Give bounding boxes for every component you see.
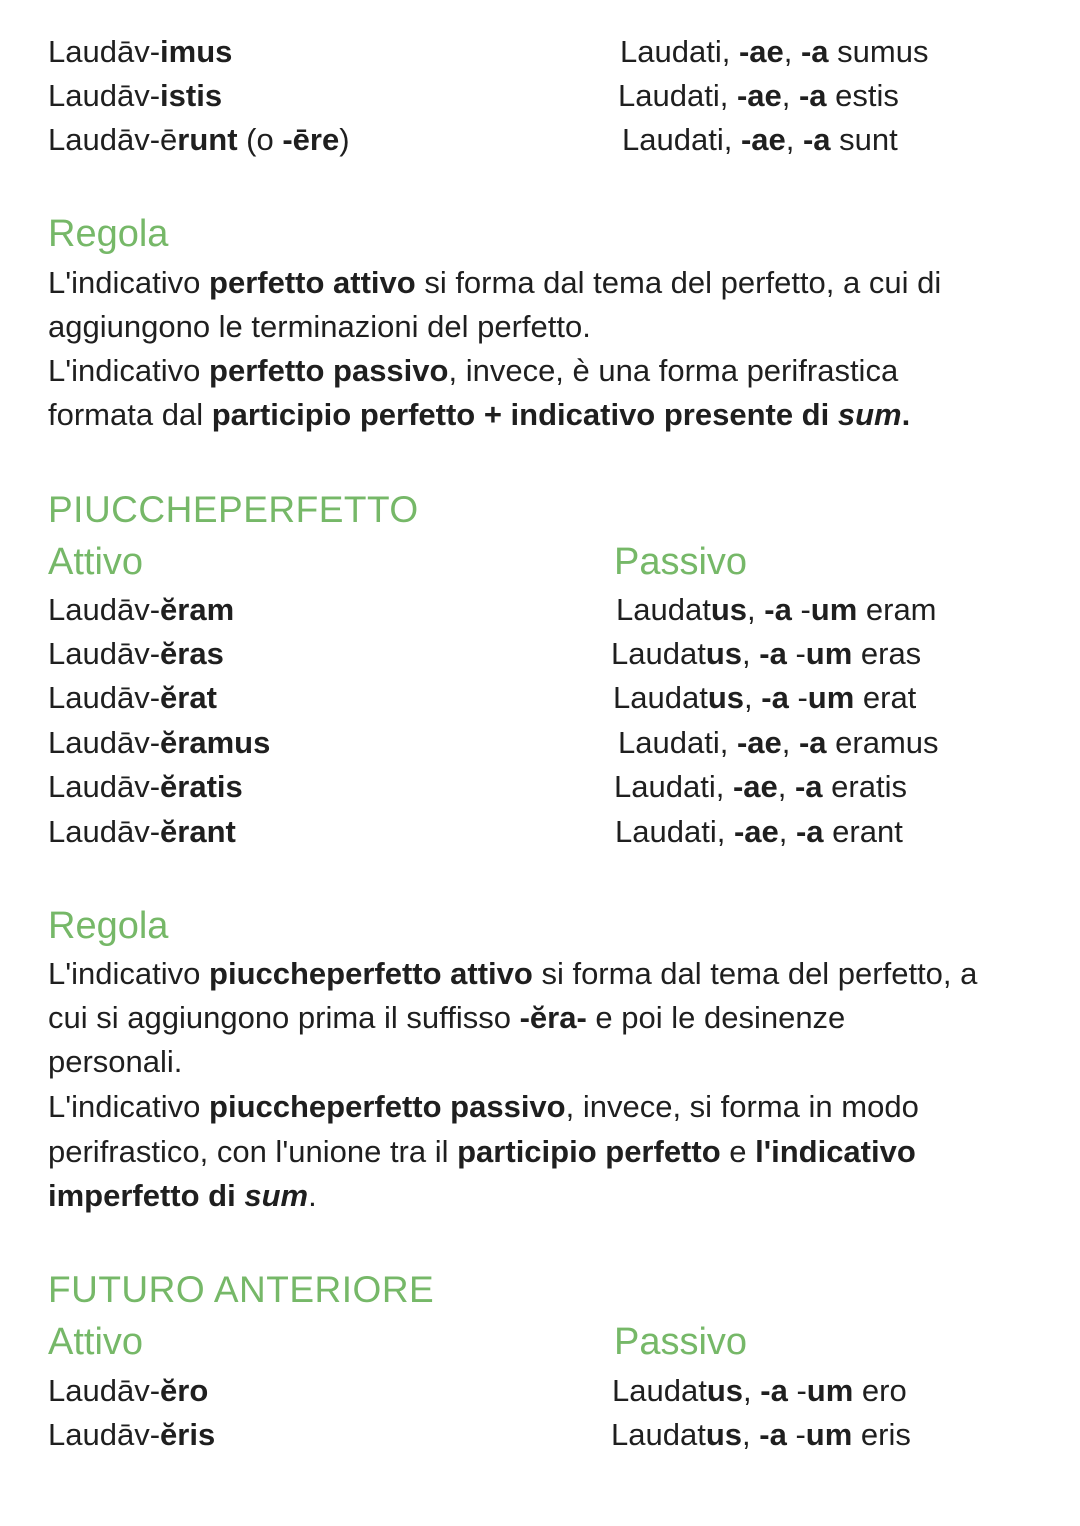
participle-ending: -a <box>800 34 829 69</box>
participle-ending: -a <box>794 769 823 804</box>
verb-stem: Laudāv- <box>48 769 161 804</box>
auxiliary: eram <box>857 592 937 627</box>
perfect-passive-row <box>622 118 898 162</box>
verb-ending: ĕris <box>160 1417 216 1452</box>
separator: - <box>787 1373 807 1408</box>
text: cui si aggiungono prima il suffisso <box>48 1000 520 1035</box>
verb-ending: ĕramus <box>160 725 271 760</box>
perfect-active-row <box>48 74 222 118</box>
verb-stem: Laudāv- <box>48 34 161 69</box>
verb-ending: ĕratis <box>160 769 243 804</box>
participle-ending: -ae <box>738 34 784 69</box>
participle-ending: -ae <box>733 814 779 849</box>
text: L'indicativo <box>48 1089 210 1124</box>
participle-ending: us <box>710 592 748 627</box>
participle-ending: -ae <box>736 725 782 760</box>
conjugation-row-active <box>48 632 224 676</box>
participle-stem: Laudat <box>611 636 706 671</box>
text: aggiungono le terminazioni del perfetto. <box>48 309 591 344</box>
verb-note-close: ) <box>339 122 350 157</box>
text-bold: piuccheperfetto passivo <box>209 1089 566 1124</box>
participle-stem: Laudati, <box>614 769 733 804</box>
verb-stem: Laudāv- <box>48 592 161 627</box>
separator: , <box>785 122 803 157</box>
section-heading: FUTURO ANTERIORE <box>48 1269 435 1310</box>
conjugation-row-passive <box>611 1413 911 1457</box>
participle-ending: -ae <box>736 78 782 113</box>
conjugation-row-passive <box>618 721 939 765</box>
separator: , <box>743 1373 761 1408</box>
text: si forma dal tema del perfetto, a <box>532 956 978 991</box>
participle-stem: Laudati, <box>618 725 737 760</box>
participle-stem: Laudat <box>611 1417 706 1452</box>
participle-ending: um <box>810 592 858 627</box>
text: L'indicativo <box>48 353 210 388</box>
separator: , <box>747 592 765 627</box>
rule-text-line <box>48 952 977 996</box>
participle-ending: -a <box>795 814 824 849</box>
separator: , <box>744 680 762 715</box>
verb-stem: Laudāv- <box>48 725 161 760</box>
text-bold-italic: sum <box>837 397 902 432</box>
rule-text-line <box>48 1130 916 1174</box>
auxiliary: eras <box>852 636 922 671</box>
text-bold: piuccheperfetto attivo <box>209 956 533 991</box>
separator: - <box>786 636 806 671</box>
conjugation-row-active <box>48 721 270 765</box>
verb-note: (o <box>237 122 283 157</box>
rule-text-line <box>48 393 910 437</box>
conjugation-row-active <box>48 588 234 632</box>
conjugation-row-passive <box>612 1369 907 1413</box>
auxiliary: ero <box>853 1373 907 1408</box>
section-heading: PIUCCHEPERFETTO <box>48 489 419 530</box>
participle-ending: -a <box>759 1417 787 1452</box>
separator: , <box>781 725 799 760</box>
participle-ending: -a <box>802 122 831 157</box>
conjugation-row-active <box>48 810 236 854</box>
separator: , <box>781 78 799 113</box>
verb-ending: ĕrant <box>160 814 236 849</box>
verb-ending: imus <box>160 34 233 69</box>
verb-ending: runt <box>177 122 238 157</box>
text: personali. <box>48 1044 183 1079</box>
verb-ending: ĕrat <box>160 680 217 715</box>
conjugation-row-active <box>48 765 243 809</box>
verb-ending: istis <box>160 78 223 113</box>
text: si forma dal tema del perfetto, a cui di <box>415 265 942 300</box>
text: formata dal <box>48 397 212 432</box>
participle-ending: -a <box>760 1373 788 1408</box>
perfect-active-row <box>48 118 350 162</box>
text: L'indicativo <box>48 956 210 991</box>
rule-title: Regola <box>48 213 169 255</box>
verb-stem: Laudāv- <box>48 1373 161 1408</box>
auxiliary: estis <box>826 78 899 113</box>
conjugation-row-passive <box>616 588 937 632</box>
text: . <box>308 1178 317 1213</box>
rule-text-line <box>48 1174 317 1218</box>
participle-ending: -ae <box>732 769 778 804</box>
conjugation-row-passive <box>615 810 903 854</box>
verb-stem: Laudāv- <box>48 814 161 849</box>
participle-ending: us <box>705 1417 743 1452</box>
text-bold: l'indicativo <box>755 1134 916 1169</box>
participle-ending: um <box>805 1417 853 1452</box>
perfect-active-row <box>48 30 232 74</box>
auxiliary: eramus <box>826 725 939 760</box>
participle-stem: Laudat <box>613 680 708 715</box>
auxiliary: eris <box>852 1417 911 1452</box>
perfect-passive-row <box>620 30 928 74</box>
text: perifrastico, con l'unione tra il <box>48 1134 458 1169</box>
text-bold: -ĕra- <box>519 1000 587 1035</box>
column-label-active: Attivo <box>48 541 144 583</box>
rule-text-line <box>48 305 591 349</box>
separator: , <box>778 814 796 849</box>
rule-text-line <box>48 349 898 393</box>
text: e poi le desinenze <box>586 1000 846 1035</box>
rule-title: Regola <box>48 905 169 947</box>
verb-stem: Laudāv- <box>48 636 161 671</box>
auxiliary: sunt <box>830 122 898 157</box>
perfect-passive-row <box>618 74 899 118</box>
text: , invece, si forma in modo <box>565 1089 919 1124</box>
participle-ending: -a <box>761 680 789 715</box>
participle-ending: um <box>805 636 853 671</box>
column-label-passive: Passivo <box>614 1321 748 1363</box>
participle-stem: Laudati, <box>618 78 737 113</box>
column-label-active: Attivo <box>48 1321 144 1363</box>
verb-stem: Laudāv- <box>48 680 161 715</box>
separator: , <box>783 34 801 69</box>
verb-stem: Laudāv-ē <box>48 122 178 157</box>
participle-ending: -a <box>759 636 787 671</box>
conjugation-row-active <box>48 676 217 720</box>
text-bold: participio perfetto <box>457 1134 721 1169</box>
verb-stem: Laudāv- <box>48 1417 161 1452</box>
column-label-passive: Passivo <box>614 541 748 583</box>
participle-stem: Laudat <box>616 592 711 627</box>
verb-stem: Laudāv- <box>48 78 161 113</box>
text-bold: . <box>901 397 911 432</box>
separator: - <box>786 1417 806 1452</box>
text: , invece, è una forma perifrastica <box>448 353 899 388</box>
verb-note-ending: -ēre <box>282 122 340 157</box>
participle-ending: um <box>806 1373 854 1408</box>
separator: , <box>777 769 795 804</box>
rule-text-line <box>48 1085 919 1129</box>
verb-ending: ĕro <box>160 1373 209 1408</box>
rule-text-line <box>48 1040 182 1084</box>
separator: , <box>742 636 760 671</box>
text-bold: imperfetto di <box>48 1178 245 1213</box>
auxiliary: erat <box>854 680 917 715</box>
participle-ending: um <box>807 680 855 715</box>
conjugation-row-passive <box>614 765 907 809</box>
participle-ending: us <box>706 1373 744 1408</box>
participle-ending: us <box>707 680 745 715</box>
text-bold: perfetto attivo <box>209 265 416 300</box>
text-bold: participio perfetto + indicativo presente di <box>211 397 838 432</box>
verb-ending: ĕras <box>160 636 224 671</box>
text: L'indicativo <box>48 265 210 300</box>
verb-ending: ĕram <box>160 592 235 627</box>
separator: - <box>788 680 808 715</box>
rule-text-line <box>48 261 941 305</box>
participle-stem: Laudati, <box>615 814 734 849</box>
auxiliary: eratis <box>822 769 907 804</box>
text: e <box>720 1134 756 1169</box>
separator: , <box>742 1417 760 1452</box>
conjugation-row-active <box>48 1413 215 1457</box>
conjugation-row-passive <box>611 632 921 676</box>
participle-ending: -a <box>798 78 827 113</box>
separator: - <box>791 592 811 627</box>
text-bold-italic: sum <box>244 1178 309 1213</box>
text-bold: perfetto passivo <box>209 353 449 388</box>
participle-stem: Laudat <box>612 1373 707 1408</box>
auxiliary: sumus <box>828 34 929 69</box>
participle-ending: -ae <box>740 122 786 157</box>
rule-text-line <box>48 996 845 1040</box>
conjugation-row-active <box>48 1369 208 1413</box>
participle-stem: Laudati, <box>622 122 741 157</box>
conjugation-row-passive <box>613 676 916 720</box>
auxiliary: erant <box>823 814 903 849</box>
participle-ending: us <box>705 636 743 671</box>
participle-stem: Laudati, <box>620 34 739 69</box>
participle-ending: -a <box>764 592 792 627</box>
participle-ending: -a <box>798 725 827 760</box>
